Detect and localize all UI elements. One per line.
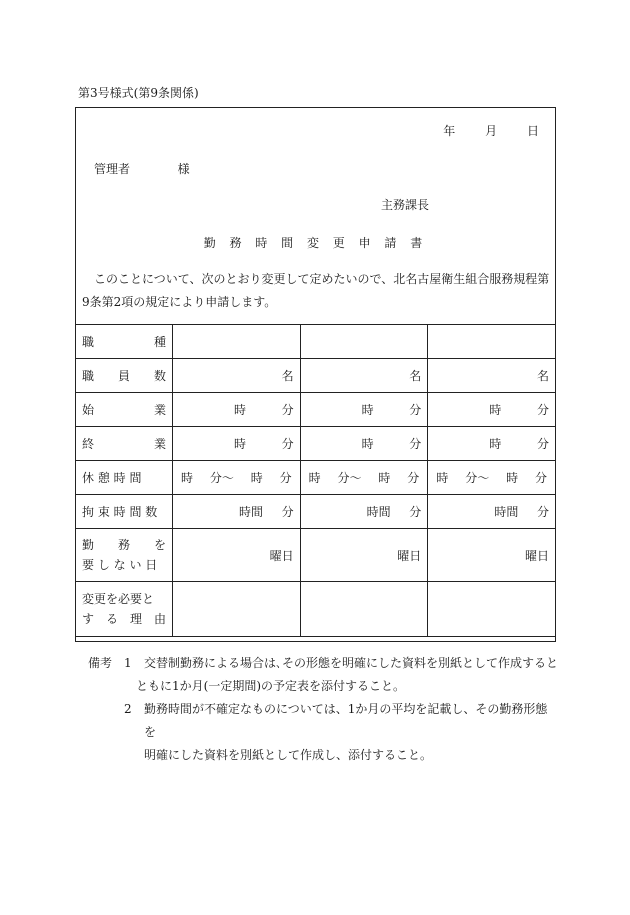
break-time-cell[interactable]: 時 分〜 時 分: [300, 461, 428, 495]
label-occupation-1: 職: [82, 335, 95, 349]
label-start-1: 始: [82, 403, 95, 417]
label-binding: 拘 束 時 間 数: [76, 495, 173, 529]
application-form: [75, 107, 556, 642]
occupation-cell[interactable]: [300, 325, 428, 359]
addressee-label: 管理者: [94, 162, 131, 176]
row-start: [76, 393, 556, 427]
no-work-day-cell[interactable]: 曜日: [300, 529, 428, 582]
row-staff-count: [76, 359, 556, 393]
label-no-work-line2: 要 し な い 日: [82, 558, 158, 572]
reason-cell[interactable]: [428, 582, 556, 637]
intro-text: このことについて、次のとおり変更して定めたいので、北名古屋衛生組合服務規程第9条第2項の規定により申請します。: [82, 272, 550, 309]
note-2-line-1: 勤務時間が不確定なものについては、1か月の平均を記載し、その勤務形態を: [144, 702, 548, 739]
row-reason: 変更を必要と す る 理 由: [76, 582, 556, 637]
start-time-cell[interactable]: 時 分: [300, 393, 428, 427]
label-staff-3: 数: [153, 369, 166, 383]
date-year: 年: [443, 124, 456, 138]
row-occupation: [76, 325, 556, 359]
note-2-number: 2: [124, 702, 132, 716]
binding-hours-cell[interactable]: 時間 分: [173, 495, 301, 529]
date-day: 日: [526, 124, 539, 138]
end-time-cell[interactable]: 時 分: [428, 427, 556, 461]
occupation-cell[interactable]: [173, 325, 301, 359]
notes-section: [88, 652, 558, 767]
date-line: [443, 122, 539, 139]
row-break: [76, 461, 556, 495]
row-no-work-days: 勤 務 を 要 し な い 日 曜日 曜日 曜日: [76, 529, 556, 582]
notes-heading: 備考: [88, 656, 113, 670]
label-staff-1: 職: [82, 369, 95, 383]
note-1-line-2: ともに1か月(一定期間)の予定表を添付すること。: [136, 679, 405, 693]
addressee-honorific: 様: [177, 162, 190, 176]
form-number: 第3号様式(第9条関係): [78, 86, 199, 100]
no-work-day-cell[interactable]: 曜日: [428, 529, 556, 582]
label-end-2: 業: [153, 437, 166, 451]
label-end-1: 終: [82, 437, 95, 451]
label-staff-2: 員: [117, 369, 130, 383]
break-time-cell[interactable]: 時 分〜 時 分: [428, 461, 556, 495]
start-time-cell[interactable]: 時 分: [173, 393, 301, 427]
staff-count-cell[interactable]: 名: [173, 359, 301, 393]
note-1-line-1: 交替制勤務による場合は､その形態を明確にした資料を別紙として作成すると: [144, 656, 559, 670]
sender: 主務課長: [380, 198, 429, 212]
start-time-cell[interactable]: 時 分: [428, 393, 556, 427]
binding-hours-cell[interactable]: 時間 分: [300, 495, 428, 529]
note-1-number: 1: [124, 656, 132, 670]
staff-count-cell[interactable]: 名: [428, 359, 556, 393]
binding-hours-cell[interactable]: 時間 分: [428, 495, 556, 529]
label-reason-line1: 変更を必要と: [82, 592, 155, 606]
end-time-cell[interactable]: 時 分: [300, 427, 428, 461]
row-end: [76, 427, 556, 461]
label-occupation-2: 種: [153, 335, 166, 349]
label-start-2: 業: [153, 403, 166, 417]
row-binding-hours: [76, 495, 556, 529]
staff-count-cell[interactable]: 名: [300, 359, 428, 393]
request-table: [75, 324, 556, 637]
no-work-day-cell[interactable]: 曜日: [173, 529, 301, 582]
document-title: 勤 務 時 間 変 更 申 請 書: [203, 236, 428, 250]
note-2-line-2: 明確にした資料を別紙として作成し、添付すること。: [144, 748, 433, 762]
occupation-cell[interactable]: [428, 325, 556, 359]
reason-cell[interactable]: [173, 582, 301, 637]
date-month: 月: [485, 124, 498, 138]
end-time-cell[interactable]: 時 分: [173, 427, 301, 461]
addressee: [94, 160, 190, 177]
reason-cell[interactable]: [300, 582, 428, 637]
label-break: 休 憩 時 間: [76, 461, 173, 495]
break-time-cell[interactable]: 時 分〜 時 分: [173, 461, 301, 495]
